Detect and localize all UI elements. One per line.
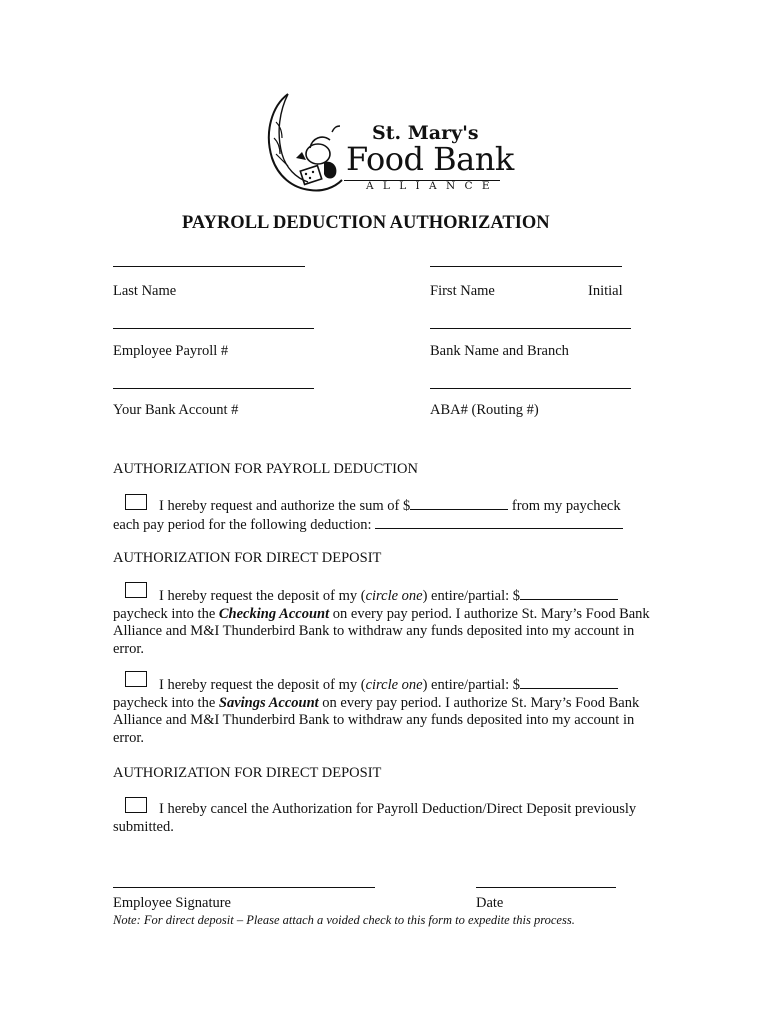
date-line[interactable] (476, 887, 616, 888)
employee-signature-line[interactable] (113, 887, 375, 888)
payroll-deduction-text (113, 497, 673, 534)
bank-account-label: Your Bank Account # (113, 402, 239, 418)
last-name-label: Last Name (113, 283, 177, 299)
savings-circle-one: circle one (365, 677, 423, 693)
logo-line-3: A L L I A N C E (366, 180, 493, 192)
last-name-line[interactable] (113, 266, 305, 267)
payroll-deduction-heading: AUTHORIZATION FOR PAYROLL DEDUCTION (113, 461, 418, 477)
note-text: Note: For direct deposit – Please attach a voided check to this form to expedite this process. (113, 913, 575, 927)
savings-amount-blank[interactable] (520, 676, 618, 689)
cancel-paragraph (113, 801, 673, 836)
savings-text-d: on every pay period. I authorize St. Mary’s Food Bank Alliance and M&I Thunderbird Bank to withdraw any funds deposited into my account in error. (113, 694, 640, 746)
savings-text-a: I hereby request the deposit of my ( (159, 677, 366, 693)
checking-text-b: ) entire/partial: $ (422, 588, 521, 604)
savings-account-label: Savings Account (218, 694, 319, 711)
logo-line-1: St. Mary's (372, 122, 479, 144)
savings-text-b: ) entire/partial: $ (422, 677, 521, 693)
checking-account-label: Checking Account (218, 605, 330, 622)
payroll-text-c: each pay period for the following deduction: (113, 516, 376, 533)
logo (262, 92, 512, 198)
employee-payroll-line[interactable] (113, 328, 314, 329)
checking-circle-one: circle one (365, 588, 423, 604)
initial-label: Initial (588, 283, 623, 299)
aba-routing-label: ABA# (Routing #) (430, 402, 539, 418)
deduction-blank[interactable] (375, 516, 623, 529)
first-name-label: First Name (430, 283, 495, 299)
payroll-text-a: I hereby request and authorize the sum of $ (159, 498, 411, 514)
employee-payroll-label: Employee Payroll # (113, 343, 229, 359)
page-title: PAYROLL DEDUCTION AUTHORIZATION (182, 213, 550, 233)
bank-name-label: Bank Name and Branch (430, 343, 569, 359)
savings-text-c: paycheck into the (113, 694, 219, 711)
cancel-text: I hereby cancel the Authorization for Payroll Deduction/Direct Deposit previously submitted. (113, 801, 637, 835)
amount-blank[interactable] (410, 497, 508, 510)
first-name-line[interactable] (430, 266, 622, 267)
cornucopia-icon (262, 92, 352, 196)
bank-name-line[interactable] (430, 328, 631, 329)
logo-line-2: Food Bank (346, 140, 514, 178)
payroll-text-b: from my paycheck (508, 498, 621, 514)
bank-account-line[interactable] (113, 388, 314, 389)
date-label: Date (476, 895, 504, 911)
employee-signature-label: Employee Signature (113, 895, 231, 911)
checking-amount-blank[interactable] (520, 587, 618, 600)
direct-deposit-heading: AUTHORIZATION FOR DIRECT DEPOSIT (113, 550, 382, 566)
savings-paragraph (113, 676, 653, 747)
checking-paragraph (113, 587, 653, 658)
checking-text-d: on every pay period. I authorize St. Mary’s Food Bank Alliance and M&I Thunderbird Bank to withdraw any funds deposited into my account in error. (113, 605, 650, 657)
cancel-heading: AUTHORIZATION FOR DIRECT DEPOSIT (113, 765, 382, 781)
checking-text-c: paycheck into the (113, 605, 219, 622)
aba-routing-line[interactable] (430, 388, 631, 389)
checking-text-a: I hereby request the deposit of my ( (159, 588, 366, 604)
